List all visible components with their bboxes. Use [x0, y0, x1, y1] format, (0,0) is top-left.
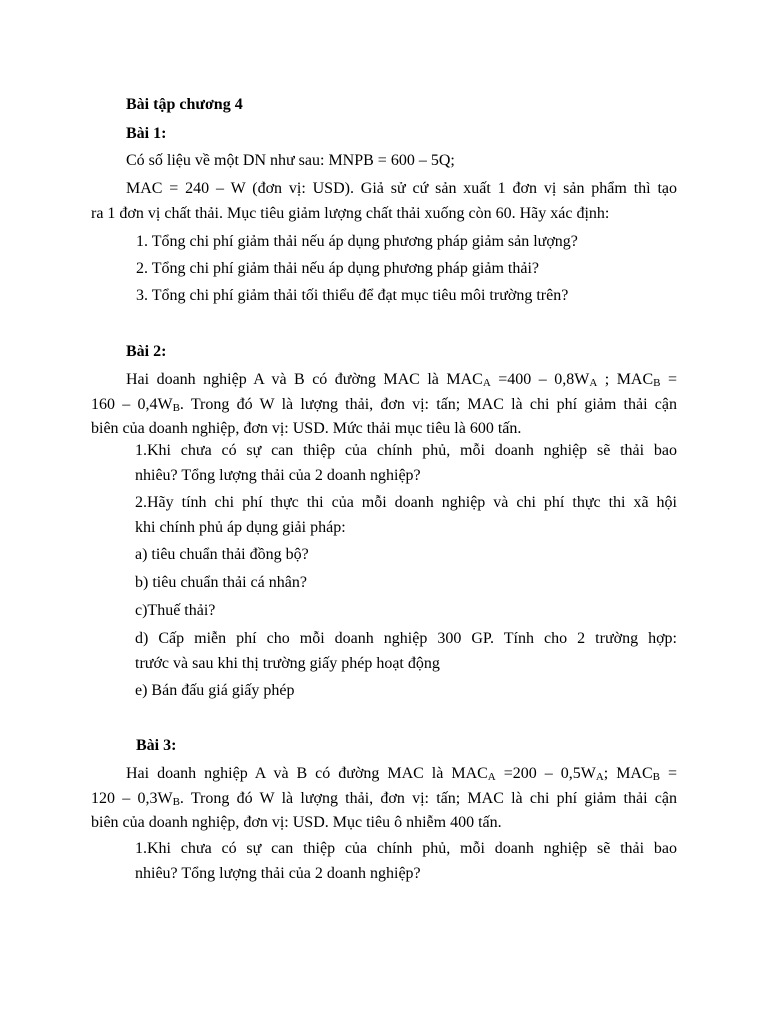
exercise-3-question-1-line-2: nhiêu? Tổng lượng thải của 2 doanh nghiệp?	[135, 864, 421, 882]
exercise-1-paragraph-line-1: MAC = 240 – W (đơn vị: USD). Giả sử cứ sản xuất 1 đơn vị sản phẩm thì tạo	[126, 180, 677, 197]
exercise-2-question-1-line-1: 1.Khi chưa có sự can thiệp của chính phủ, mỗi doanh nghiệp sẽ thải bao	[135, 442, 677, 459]
exercise-3-paragraph-line-3: biên của doanh nghiệp, đơn vị: USD. Mục tiêu ô nhiễm 400 tấn.	[91, 814, 502, 831]
exercise-3-question-1	[135, 839, 677, 888]
exercise-2-question-1	[135, 441, 677, 490]
exercise-2-option-c: c)Thuế thải?	[135, 602, 216, 619]
exercise-1-question-3: 3. Tổng chi phí giảm thải tối thiểu để đạt mục tiêu môi trường trên?	[136, 287, 569, 304]
exercise-1-question-2: 2. Tổng chi phí giảm thải nếu áp dụng phương pháp giảm thải?	[136, 260, 539, 277]
exercise-2-question-2	[135, 493, 677, 542]
document-title: Bài tập chương 4	[126, 96, 243, 113]
exercise-3-paragraph-line-2: $120 - 0,3W_B$. Trong đó W là lượng thải, đơn vị: tấn; MAC là chi phí giảm thải cận	[91, 789, 677, 808]
exercise-2-option-e: e) Bán đấu giá giấy phép	[135, 682, 295, 699]
exercise-2-paragraph-line-3: biên của doanh nghiệp, đơn vị: USD. Mức thải mục tiêu là 600 tấn.	[91, 420, 522, 437]
exercise-1-heading: Bài 1:	[126, 125, 167, 142]
exercise-2-paragraph-line-2: $160 - 0,4W_B$. Trong đó W là lượng thải, đơn vị: tấn; MAC là chi phí giảm thải cận	[91, 395, 677, 414]
exercise-2-question-2-line-1: 2.Hãy tính chi phí thực thi của mỗi doanh nghiệp và chi phí thực thi xã hội	[135, 494, 677, 511]
exercise-1-paragraph	[91, 179, 677, 228]
exercise-2-option-b: b) tiêu chuẩn thải cá nhân?	[135, 574, 307, 591]
exercise-2-option-d-line-1: d) Cấp miễn phí cho mỗi doanh nghiệp 300 GP. Tính cho 2 trường hợp:	[135, 630, 677, 647]
exercise-2-question-1-line-2: nhiêu? Tổng lượng thải của 2 doanh nghiệp?	[135, 466, 421, 484]
exercise-3-paragraph-line-1: Hai doanh nghiệp A và B có đường MAC là $MAC_A =200 - 0,5W_A$; $MAC_B$ =	[126, 765, 678, 783]
exercise-3-heading: Bài 3:	[136, 737, 177, 754]
exercise-1-paragraph-line-2: ra 1 đơn vị chất thải. Mục tiêu giảm lượng chất thải xuống còn 60. Hãy xác định:	[91, 204, 610, 222]
exercise-2-option-a: a) tiêu chuẩn thải đồng bộ?	[135, 546, 309, 563]
exercise-2-question-2-line-2: khi chính phủ áp dụng giải pháp:	[135, 518, 346, 536]
exercise-2-option-d-line-2: trước và sau khi thị trường giấy phép hoạt động	[135, 654, 440, 672]
exercise-1-question-1: 1. Tổng chi phí giảm thải nếu áp dụng phương pháp giảm sản lượng?	[136, 233, 578, 250]
exercise-2-paragraph-line-1: Hai doanh nghiệp A và B có đường MAC là $MAC_A =400 - 0,8W_A$ ; $MAC_B$ =	[126, 371, 678, 389]
exercise-2-heading: Bài 2:	[126, 343, 167, 360]
exercise-2-option-d	[135, 629, 677, 678]
exercise-3-paragraph	[91, 764, 677, 838]
exercise-1-given: Có số liệu về một DN như sau: MNPB = 600 – 5Q;	[126, 152, 455, 169]
exercise-2-paragraph	[91, 370, 677, 444]
exercise-3-question-1-line-1: 1.Khi chưa có sự can thiệp của chính phủ, mỗi doanh nghiệp sẽ thải bao	[135, 840, 677, 857]
